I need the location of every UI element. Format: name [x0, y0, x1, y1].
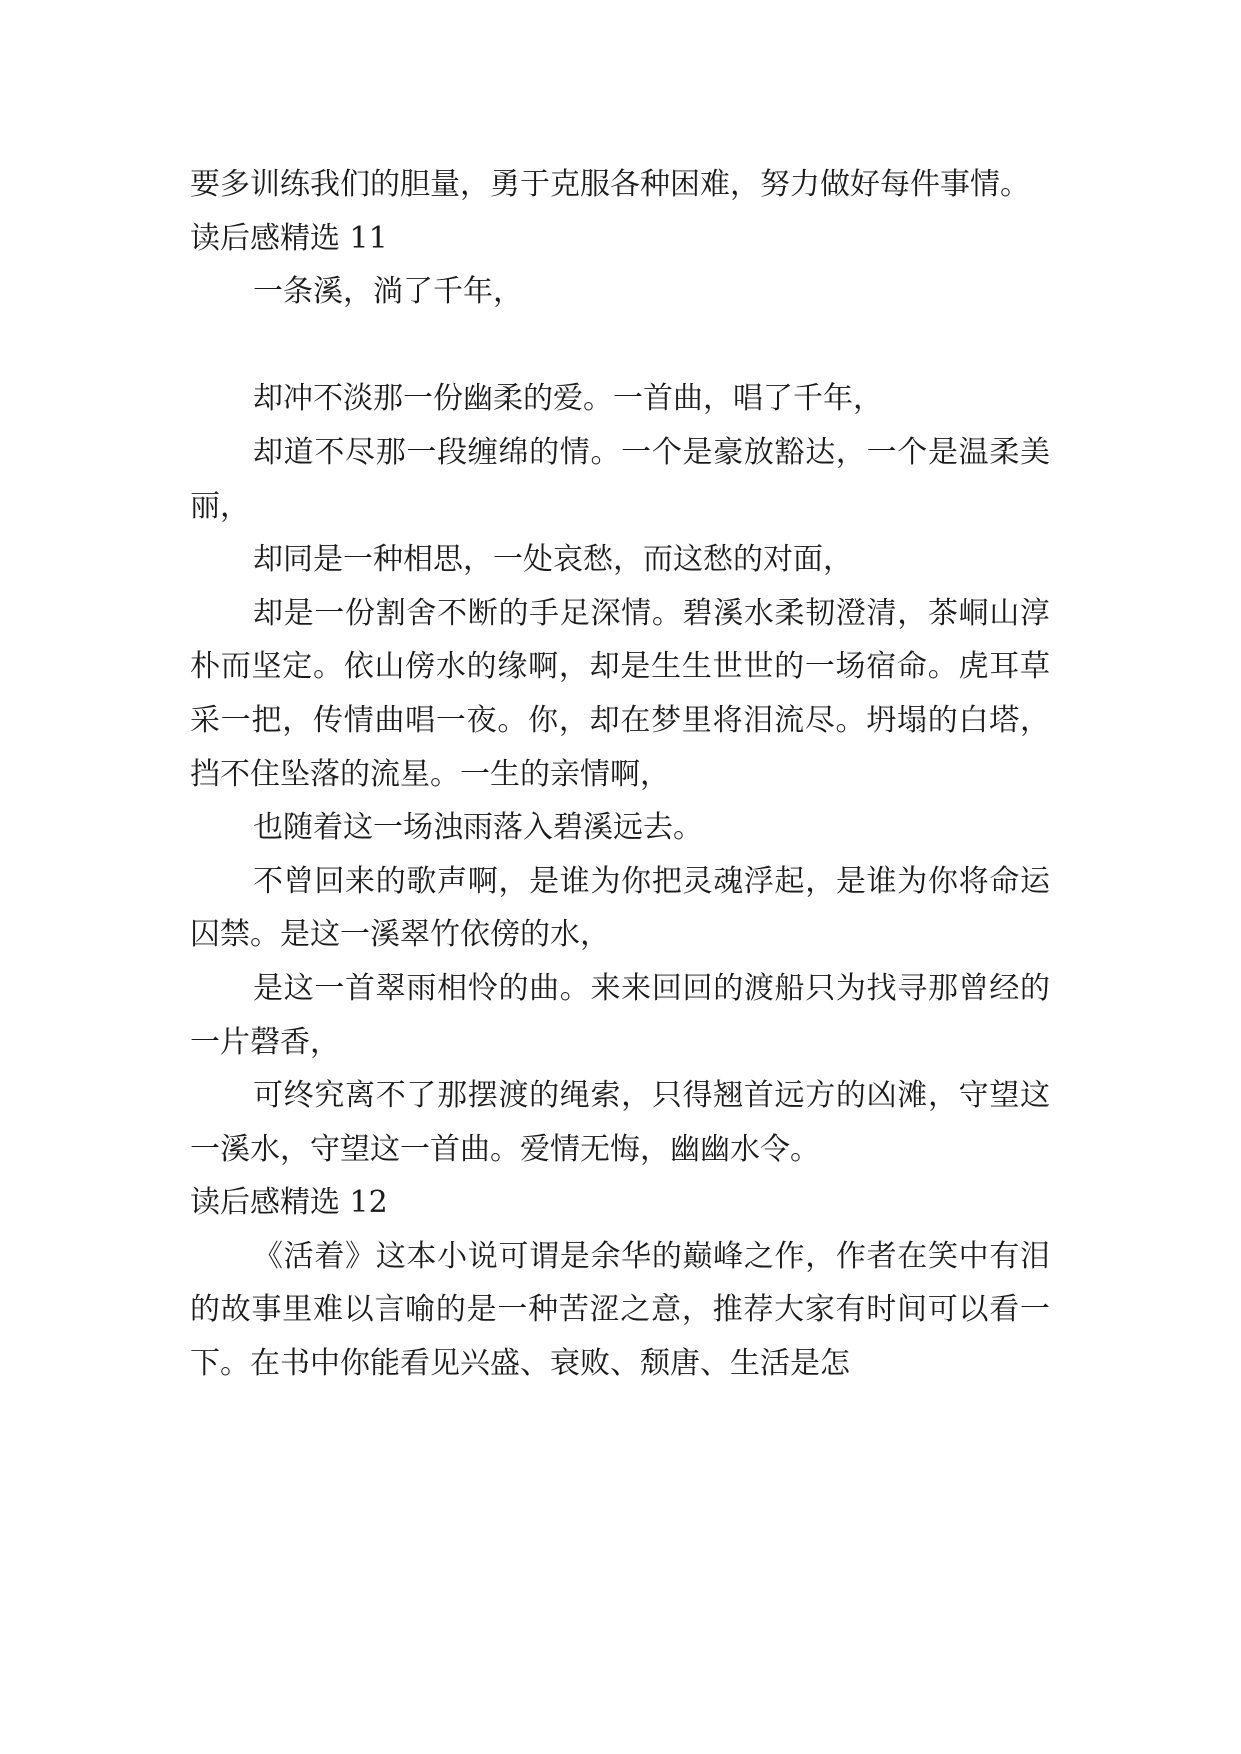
paragraph-7: 也随着这一场浊雨落入碧溪远去。: [253, 810, 703, 846]
paragraph-5: 却同是一种相思，一处哀愁，而这愁的对面，: [253, 542, 853, 578]
paragraph-3: 却冲不淡那一份幽柔的爱。一首曲，唱了千年，: [253, 381, 883, 417]
document-body: [190, 158, 1050, 1391]
paragraph-4: 却道不尽那一段缠绵的情。一个是豪放豁达，一个是温柔美丽，: [190, 434, 1050, 524]
paragraph-2: 一条溪，淌了千年，: [253, 274, 523, 310]
paragraph-1: 要多训练我们的胆量，勇于克服各种困难，努力做好每件事情。: [190, 167, 1030, 202]
paragraph-9: 是这一首翠雨相怜的曲。来来回回的渡船只为找寻那曾经的一片磬香，: [190, 970, 1050, 1060]
paragraph-6: 却是一份割舍不断的手足深情。碧溪水柔韧澄清，茶峒山淳朴而坚定。依山傍水的缘啊，却是生生世世的一场宿命。虎耳草采一把，传情曲唱一夜。你，却在梦里将泪流尽。坍塌的白塔，挡不住坠落的流星。一生的亲情啊，: [190, 595, 1050, 792]
section-heading-12: 读后感精选 12: [190, 1185, 388, 1221]
paragraph-11: 《活着》这本小说可谓是余华的巅峰之作，作者在笑中有泪的故事里难以言喻的是一种苦涩之意，推荐大家有时间可以看一下。在书中你能看见兴盛、衰败、颓唐、生活是怎: [190, 1238, 1050, 1382]
blank-line: [190, 319, 1050, 373]
paragraph-10: 可终究离不了那摆渡的绳索，只得翘首远方的凶滩，守望这一溪水，守望这一首曲。爱情无悔，幽幽水令。: [190, 1078, 1050, 1167]
paragraph-8: 不曾回来的歌声啊，是谁为你把灵魂浮起，是谁为你将命运囚禁。是这一溪翠竹依傍的水，: [190, 863, 1050, 953]
section-heading-11: 读后感精选 11: [190, 220, 388, 256]
